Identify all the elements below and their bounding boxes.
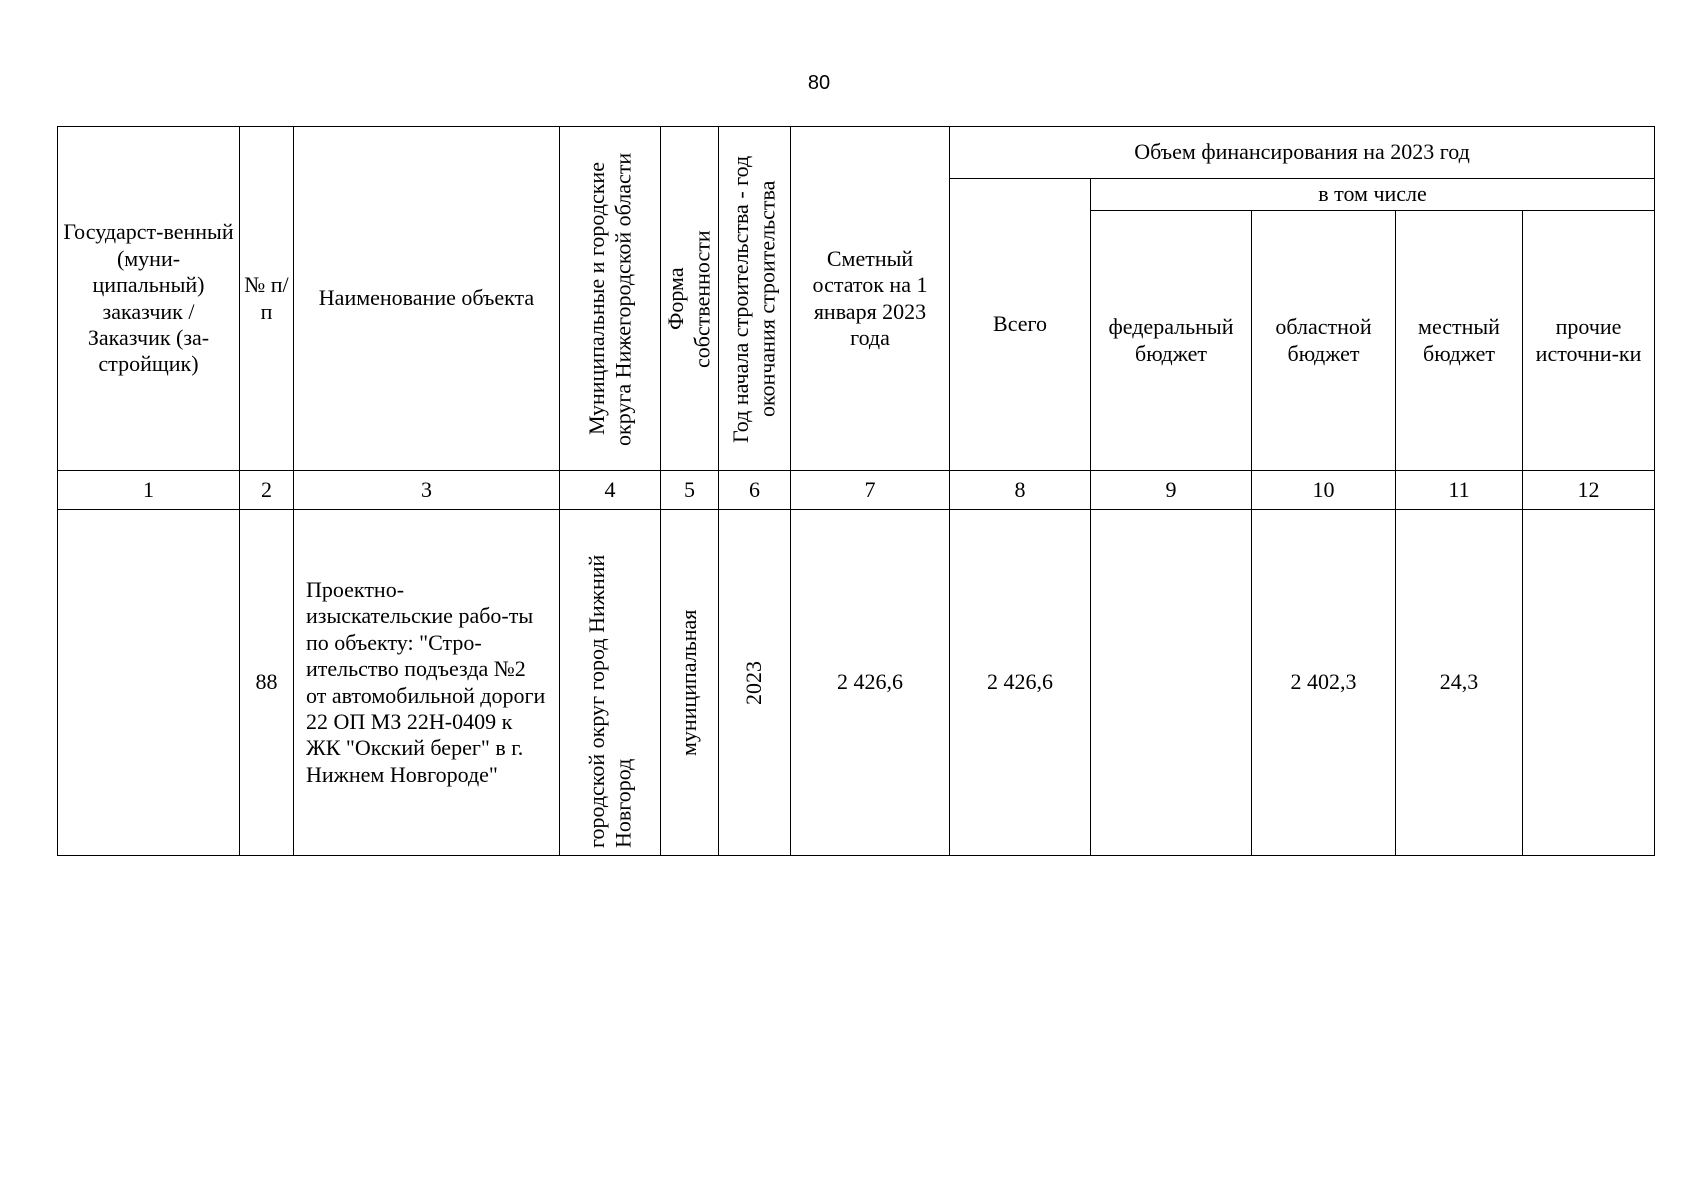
cell-object-name: Проектно-изыскательские рабо-ты по объекту: "Стро-ительство подъезда №2 от автомобильной дороги 22 ОП МЗ 22Н-0409 к ЖК "Окский берег" в г. Нижнем Новгороде" [294, 510, 560, 856]
header-balance: Сметный остаток на 1 января 2023 года [791, 127, 950, 471]
column-number: 10 [1252, 471, 1396, 510]
header-years: Год начала строительства - год окончания строительства [719, 127, 791, 471]
header-financing: Объем финансирования на 2023 год [950, 127, 1655, 179]
column-number: 9 [1091, 471, 1252, 510]
header-object-name: Наименование объекта [294, 127, 560, 471]
cell-number: 88 [240, 510, 294, 856]
column-number: 1 [58, 471, 240, 510]
column-number: 5 [661, 471, 719, 510]
cell-total: 2 426,6 [950, 510, 1091, 856]
column-number: 12 [1523, 471, 1655, 510]
header-number: № п/п [240, 127, 294, 471]
header-including: в том числе [1091, 179, 1655, 211]
table-row [58, 510, 1655, 856]
column-numbers-row [58, 471, 1655, 510]
cell-other [1523, 510, 1655, 856]
header-row-1 [58, 127, 1655, 179]
column-number: 8 [950, 471, 1091, 510]
column-number: 2 [240, 471, 294, 510]
header-customer: Государст-венный (муни-ципальный) заказчик / Заказчик (за-стройщик) [58, 127, 240, 471]
financing-table [57, 126, 1655, 856]
cell-local: 24,3 [1396, 510, 1523, 856]
header-total: Всего [950, 179, 1091, 471]
header-regional: областной бюджет [1252, 211, 1396, 471]
header-federal: федеральный бюджет [1091, 211, 1252, 471]
cell-customer [58, 510, 240, 856]
column-number: 7 [791, 471, 950, 510]
cell-federal [1091, 510, 1252, 856]
cell-years: 2023 [719, 510, 791, 856]
header-local: местный бюджет [1396, 211, 1523, 471]
column-number: 11 [1396, 471, 1523, 510]
cell-balance: 2 426,6 [791, 510, 950, 856]
header-other: прочие источни-ки [1523, 211, 1655, 471]
header-municipality: Муниципальные и городские округа Нижегородской области [560, 127, 661, 471]
column-number: 3 [294, 471, 560, 510]
column-number: 6 [719, 471, 791, 510]
cell-municipality: городской округ город Нижний Новгород [560, 510, 661, 856]
column-number: 4 [560, 471, 661, 510]
page-number: 80 [807, 72, 831, 94]
cell-regional: 2 402,3 [1252, 510, 1396, 856]
cell-ownership: муниципальная [661, 510, 719, 856]
header-ownership: Форма собственности [661, 127, 719, 471]
